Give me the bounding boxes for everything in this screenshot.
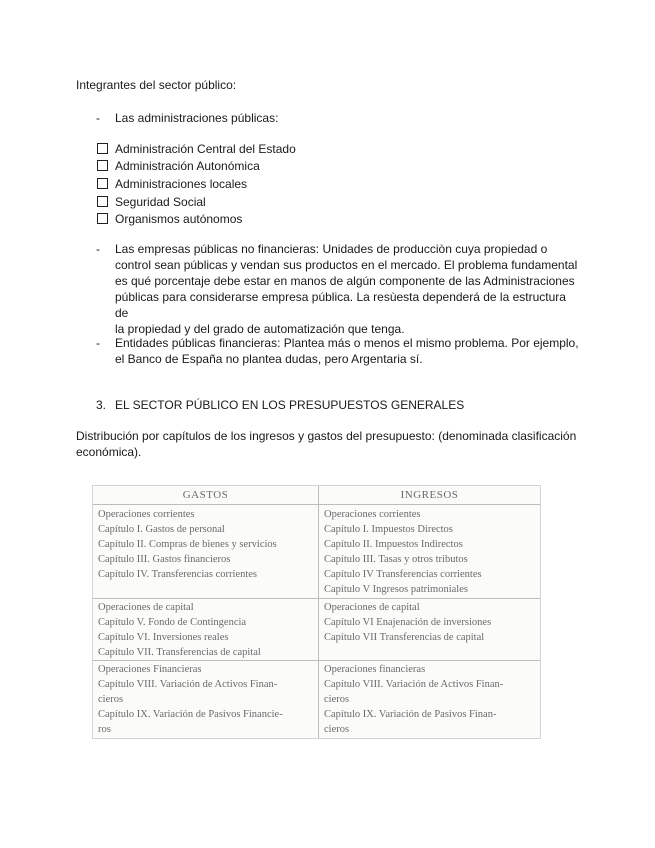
intro-text: Integrantes del sector público: [76, 78, 237, 92]
table-cell-gastos-corrientes [93, 507, 318, 582]
table-cell-line: Capítulo III. Tasas y otros tributos [324, 554, 468, 565]
table-cell-line: Capítulo IV Transferencias corrientes [324, 569, 482, 580]
checkbox-label: Administración Central del Estado [115, 142, 296, 156]
table-cell-line: Capítulo III. Gastos financieros [98, 554, 231, 565]
admin-title: Las administraciones públicas: [115, 111, 279, 125]
table-cell-line: Operaciones corrientes [324, 509, 421, 520]
table-cell-line: Operaciones corrientes [98, 509, 195, 520]
checkbox-icon[interactable] [97, 178, 108, 189]
checkbox-label: Organismos autónomos [115, 212, 243, 226]
table-row-divider [93, 660, 540, 661]
section-title: EL SECTOR PÚBLICO EN LOS PRESUPUESTOS GENERALES [115, 398, 465, 412]
table-cell-line: cieros [324, 724, 350, 735]
table-cell-line: Capítulo IV. Transferencias corrientes [98, 569, 258, 580]
table-cell-line: Capítulo I. Gastos de personal [98, 524, 225, 535]
table-cell-line: Operaciones Financieras [98, 664, 202, 675]
table-cell-line: cieros [98, 694, 124, 705]
table-cell-gastos-financieras [93, 662, 318, 737]
table-cell-line: Capítulo IX. Variación de Pasivos Finan- [324, 709, 497, 720]
table-cell-line: cieros [324, 694, 350, 705]
checkbox-icon[interactable] [97, 213, 108, 224]
checkbox-icon[interactable] [97, 196, 108, 207]
table-cell-ingresos-financieras [319, 662, 540, 737]
table-cell-line: Capítulo II. Impuestos Indirectos [324, 539, 463, 550]
empresas-paragraph [115, 241, 581, 337]
checkbox-label: Administración Autonómica [115, 159, 260, 173]
checkbox-label: Administraciones locales [115, 177, 248, 191]
paragraph-line: el Banco de España no plantea dudas, pero Argentaria sí. [115, 352, 423, 366]
checkbox-label: Seguridad Social [115, 195, 206, 209]
table-cell-line: Capítulo I. Impuestos Directos [324, 524, 453, 535]
paragraph-line: Distribución por capítulos de los ingresos y gastos del presupuesto: (denominada clasificación [76, 429, 577, 443]
table-cell-line: ros [98, 724, 111, 735]
table-cell-line: Capítulo VIII. Variación de Activos Finan- [324, 679, 504, 690]
table-header-ingresos: INGRESOS [400, 489, 459, 501]
paragraph-line: económica). [76, 445, 142, 459]
table-cell-line: Capítulo VII. Transferencias de capital [98, 647, 261, 658]
table-cell-line: Operaciones de capital [98, 602, 194, 613]
checkbox-icon[interactable] [97, 143, 108, 154]
table-cell-line: Operaciones de capital [324, 602, 420, 613]
table-cell-line: Capítulo IX. Variación de Pasivos Financie- [98, 709, 283, 720]
entidades-paragraph [115, 335, 581, 367]
bullet-dash: - [96, 336, 100, 350]
table-cell-ingresos-capital [319, 600, 540, 645]
paragraph-line: la propiedad y del grado de automatización que tenga. [115, 322, 405, 336]
paragraph-line: es qué porcentaje debe estar en manos de algún componente de las Administraciones [115, 274, 575, 288]
table-cell-line: Capítulo II. Compras de bienes y servicios [98, 539, 277, 550]
section-number: 3. [96, 398, 107, 412]
table-cell-line: Capítulo VI. Inversiones reales [98, 632, 229, 643]
table-cell-ingresos-corrientes [319, 507, 540, 597]
table-cell-line: Operaciones financieras [324, 664, 426, 675]
distribution-paragraph [76, 428, 581, 460]
bullet-dash: - [96, 242, 100, 256]
table-cell-line: Capítulo V Ingresos patrimoniales [324, 584, 468, 595]
paragraph-line: Entidades públicas financieras: Plantea más o menos el mismo problema. Por ejemplo, [115, 336, 579, 350]
paragraph-line: control sean públicas y vendan sus productos en el mercado. El problema fundamental [115, 258, 578, 272]
paragraph-line: Las empresas públicas no financieras: Unidades de producciòn cuya propiedad o [115, 242, 548, 256]
budget-table-image [92, 485, 541, 739]
table-cell-line: Capítulo V. Fondo de Contingencia [98, 617, 247, 628]
table-row-divider [93, 504, 540, 505]
paragraph-line: públicas para considerarse empresa pública. La resùesta dependerá de la estructura de [115, 290, 566, 320]
bullet-dash: - [96, 111, 100, 125]
table-cell-line: Capítulo VIII. Variación de Activos Finan- [98, 679, 278, 690]
table-row-divider [93, 598, 540, 599]
table-cell-gastos-capital [93, 600, 318, 660]
table-cell-line: Capítulo VI Enajenación de inversiones [324, 617, 492, 628]
table-cell-line: Capítulo VII Transferencias de capital [324, 632, 485, 643]
table-header-gastos: GASTOS [182, 489, 229, 501]
checkbox-icon[interactable] [97, 160, 108, 171]
